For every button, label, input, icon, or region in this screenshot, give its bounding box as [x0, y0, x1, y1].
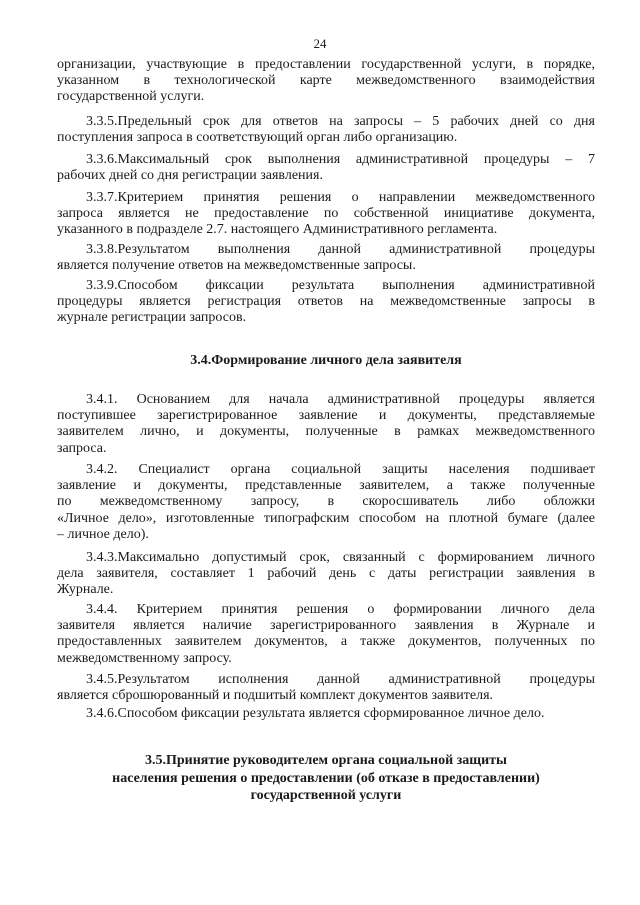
text-line: 3.3.6.Максимальный срок выполнения административной процедуры – 7: [86, 152, 595, 167]
text-line: запроса является не предоставление по собственной инициативе документа,: [57, 206, 595, 222]
text-line: заявителя является наличие зарегистрированного заявления в Журнале и: [57, 618, 595, 634]
text-line: является получение ответов на межведомственные запросы.: [57, 258, 416, 274]
text-line: запроса.: [57, 440, 107, 456]
text-line: – личное дело).: [57, 526, 149, 542]
heading-line: государственной услуги: [250, 788, 402, 803]
text-line: «Личное дело», изготовленные типографским способом на плотной бумаге (далее: [57, 510, 595, 526]
paragraph-3-3-9: [57, 278, 595, 327]
paragraph-3-3-8: [57, 242, 595, 274]
paragraph-3-3-6: [57, 152, 595, 184]
heading-line: 3.5.Принятие руководителем органа социальной защиты: [145, 753, 507, 768]
paragraph-3-4-2: [57, 462, 595, 543]
paragraph-3-3-7: [57, 190, 595, 239]
text-line: 3.4.3.Максимально допустимый срок, связанный с формированием личного: [86, 550, 595, 565]
text-line: дела заявителя, составляет 1 рабочий день с даты регистрации заявления в: [57, 566, 595, 582]
text-line: 3.3.7.Критерием принятия решения о направлении межведомственного: [86, 190, 595, 205]
text-line: государственной услуги.: [57, 89, 205, 105]
text-line: является сброшюрованный и подшитый комплект документов заявителя.: [57, 688, 494, 704]
paragraph-3-4-4: [57, 602, 595, 667]
text-line: межведомственному запросу.: [57, 650, 232, 666]
section-heading-3-5: [57, 752, 595, 805]
text-line: заявителем лично, и документы, полученные в рамках межведомственного: [57, 424, 595, 440]
text-line: рабочих дней со дня регистрации заявления.: [57, 168, 323, 184]
text-line: по межведомственному запросу, в скоросшиватель либо обложки: [57, 494, 595, 510]
text-line: предоставленных заявителем документов, а также документов, полученных по: [57, 634, 595, 650]
text-line: 3.3.8.Результатом выполнения данной административной процедуры: [86, 242, 595, 257]
text-line: 3.4.1. Основанием для начала административной процедуры является: [86, 392, 595, 407]
text-line: указанном в технологической карте межведомственного взаимодействия: [57, 73, 595, 89]
page-number: 24: [313, 36, 327, 51]
section-heading-3-4: 3.4.Формирование личного дела заявителя: [190, 353, 462, 368]
heading-line: населения решения о предоставлении (об отказе в предоставлении): [112, 770, 540, 786]
text-line: указанного в подразделе 2.7. настоящего Административного регламента.: [57, 222, 498, 238]
text-line: Журнале.: [57, 582, 114, 598]
text-line: 3.4.4. Критерием принятия решения о формировании личного дела: [86, 602, 595, 617]
text-line: поступившее зарегистрированное заявление и документы, представляемые: [57, 408, 595, 424]
paragraph-3-4-6: [57, 706, 595, 722]
text-line: 3.4.5.Результатом исполнения данной административной процедуры: [86, 672, 595, 687]
text-line: 3.4.2. Специалист органа социальной защиты населения подшивает: [86, 462, 595, 477]
paragraph-3-4-3: [57, 550, 595, 599]
text-line: поступления запроса в соответствующий орган либо организацию.: [57, 130, 458, 146]
text-line: 3.3.9.Способом фиксации результата выполнения административной: [86, 278, 595, 293]
text-line: заявление и документы, представленные заявителем, а также полученные: [57, 478, 595, 494]
paragraph-3-4-5: [57, 672, 595, 704]
text-line: 3.3.5.Предельный срок для ответов на запросы – 5 рабочих дней со дня: [86, 114, 595, 129]
text-line: 3.4.6.Способом фиксации результата является сформированное личное дело.: [86, 706, 545, 721]
paragraph-3-3-5: [57, 114, 595, 146]
text-line: организации, участвующие в предоставлении государственной услуги, в порядке,: [57, 57, 595, 72]
text-line: журнале регистрации запросов.: [57, 310, 247, 326]
text-line: процедуры является регистрация ответов на межведомственные запросы в: [57, 294, 595, 310]
paragraph-continuation: [57, 57, 595, 106]
paragraph-3-4-1: [57, 392, 595, 457]
